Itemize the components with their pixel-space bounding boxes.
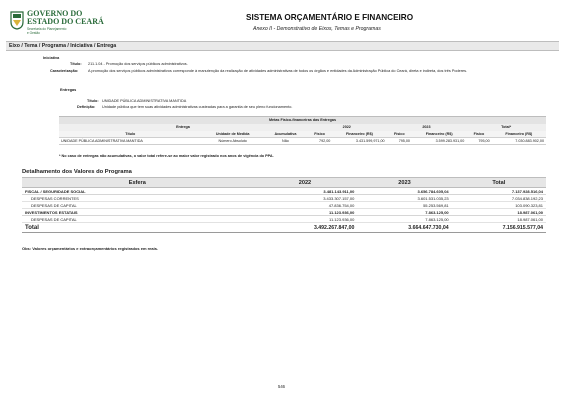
table-row (22, 195, 546, 202)
metas-column-header: Físico (466, 131, 491, 138)
table-cell: 11.123.936,00 (253, 216, 358, 223)
table-cell: 3.481.143.911,00 (253, 188, 358, 195)
table-cell: 7.863.125,00 (357, 216, 451, 223)
table-cell: INVESTIMENTOS ESTATAIS (22, 209, 253, 216)
valores-section-title: Detalhamento dos Valores do Programa (22, 169, 132, 175)
valores-column-header: Total (452, 178, 546, 188)
metas-group-header: Total* (466, 124, 546, 131)
table-row (22, 216, 546, 223)
table-row (22, 209, 546, 216)
table-cell: 7.863.125,00 (357, 209, 451, 216)
valores-table (22, 177, 546, 233)
government-logo (10, 8, 104, 36)
table-cell: 7.030.883.902,00 (492, 138, 546, 145)
table-cell: UNIDADE PÚBLICA ADMINISTRATIVA MANTIDA (59, 138, 201, 145)
iniciativa-titulo-label: Título: (70, 62, 82, 66)
metas-table (59, 116, 546, 145)
iniciativa-titulo: 211.1.04 - Promoção dos serviços públicos administrativos. (88, 62, 188, 66)
table-cell: 11.123.936,00 (253, 209, 358, 216)
caracterizacao-label: Caracterização: (50, 69, 79, 73)
entrega-titulo-label: Título: (87, 99, 99, 103)
table-cell: Não (264, 138, 307, 145)
table-cell: 7.137.928.516,04 (452, 188, 546, 195)
metas-column-header: Acumulativa (264, 131, 307, 138)
table-cell: DESPESAS DE CAPITAL (22, 216, 253, 223)
table-cell: 7.156.915.577,04 (452, 223, 546, 233)
metas-group-header: Entrega (59, 124, 307, 131)
entrega-definicao-label: Definição: (77, 105, 96, 109)
table-cell: 103.090.323,81 (452, 202, 546, 209)
table-cell: 3.431.599,971,00 (332, 138, 386, 145)
metas-column-header: Físico (307, 131, 332, 138)
table-cell: 3.664.647.730,04 (357, 223, 451, 233)
logo-line3: Secretaria do Planejamento (27, 27, 67, 31)
entrega-titulo: UNIDADE PÚBLICA ADMINISTRATIVA MANTIDA (102, 99, 187, 103)
table-cell: 55.253.569,81 (357, 202, 451, 209)
valores-column-header: 2023 (357, 178, 451, 188)
total-label: Total (22, 223, 253, 233)
metas-note: * No caso de entregas não acumulativas, o valor total refere-se ao maior valor registrado nos anos de vigência do PPA. (59, 154, 274, 158)
table-cell: DESPESAS DE CAPITAL (22, 202, 253, 209)
table-cell: 795,00 (387, 138, 412, 145)
metas-caption: Metas Físico-financeiras das Entregas (59, 117, 546, 124)
table-cell: 3.492.267.847,00 (253, 223, 358, 233)
logo-line2: ESTADO DO CEARÁ (27, 17, 104, 26)
table-cell: 3.601.531.035,23 (357, 195, 451, 202)
valores-column-header: Esfera (22, 178, 253, 188)
metas-column-header: Título (59, 131, 201, 138)
table-cell: 7.034.838.192,23 (452, 195, 546, 202)
table-cell: 3.433.307.157,00 (253, 195, 358, 202)
table-cell: Número Absoluto (201, 138, 263, 145)
total-row (22, 223, 546, 233)
metas-column-header: Financeiro (R$) (332, 131, 386, 138)
breadcrumb: Eixo / Tema / Programa / Iniciativa / Entrega (9, 43, 117, 49)
obs-note: Obs: Valores orçamentários e extraorçamentários registrados em reais. (22, 246, 159, 251)
annex-subtitle: Anexo II - Demonstrativo de Eixos, Temas e Programas (253, 26, 381, 32)
logo-line4: e Gestão (27, 31, 40, 35)
metas-group-header: 2023 (387, 124, 467, 131)
table-row (22, 202, 546, 209)
metas-column-header: Financeiro (R$) (492, 131, 546, 138)
table-cell: FISCAL / SEGURIDADE SOCIAL (22, 188, 253, 195)
table-cell: 18.987.061,00 (452, 216, 546, 223)
table-cell: 795,00 (466, 138, 491, 145)
system-title: SISTEMA ORÇAMENTÁRIO E FINANCEIRO (246, 13, 414, 22)
table-cell: 47.836.754,00 (253, 202, 358, 209)
page-number: 546 (278, 384, 285, 389)
table-cell: 3.656.784.605,04 (357, 188, 451, 195)
iniciativa-label: Iniciativa (43, 56, 60, 60)
table-row (59, 138, 546, 145)
table-cell: DESPESAS CORRENTES (22, 195, 253, 202)
ceara-seal-icon (10, 10, 24, 30)
metas-group-header: 2022 (307, 124, 387, 131)
entregas-label: Entregas (60, 88, 77, 92)
metas-column-header: Unidade de Medida (201, 131, 263, 138)
breadcrumb-bar (6, 41, 559, 51)
table-row (22, 188, 546, 195)
table-cell: 792,00 (307, 138, 332, 145)
caracterizacao-text: A promoção dos serviços públicos administrativos corresponde à manutenção da realização de atividades administrativas de todos os órgãos e entidades da Administração Pública do Ceará, direta e indireta, dos três Poderes. (88, 69, 468, 73)
table-cell: 3.599.283.931,00 (412, 138, 466, 145)
metas-column-header: Financeiro (R$) (412, 131, 466, 138)
entrega-definicao: Unidade pública que tem suas atividades administrativas custeadas para a garantia de seu pleno funcionamento. (102, 105, 293, 109)
metas-column-header: Físico (387, 131, 412, 138)
document-header (10, 8, 560, 38)
logo-line1: GOVERNO DO (27, 9, 83, 18)
table-cell: 18.987.061,00 (452, 209, 546, 216)
valores-column-header: 2022 (253, 178, 358, 188)
